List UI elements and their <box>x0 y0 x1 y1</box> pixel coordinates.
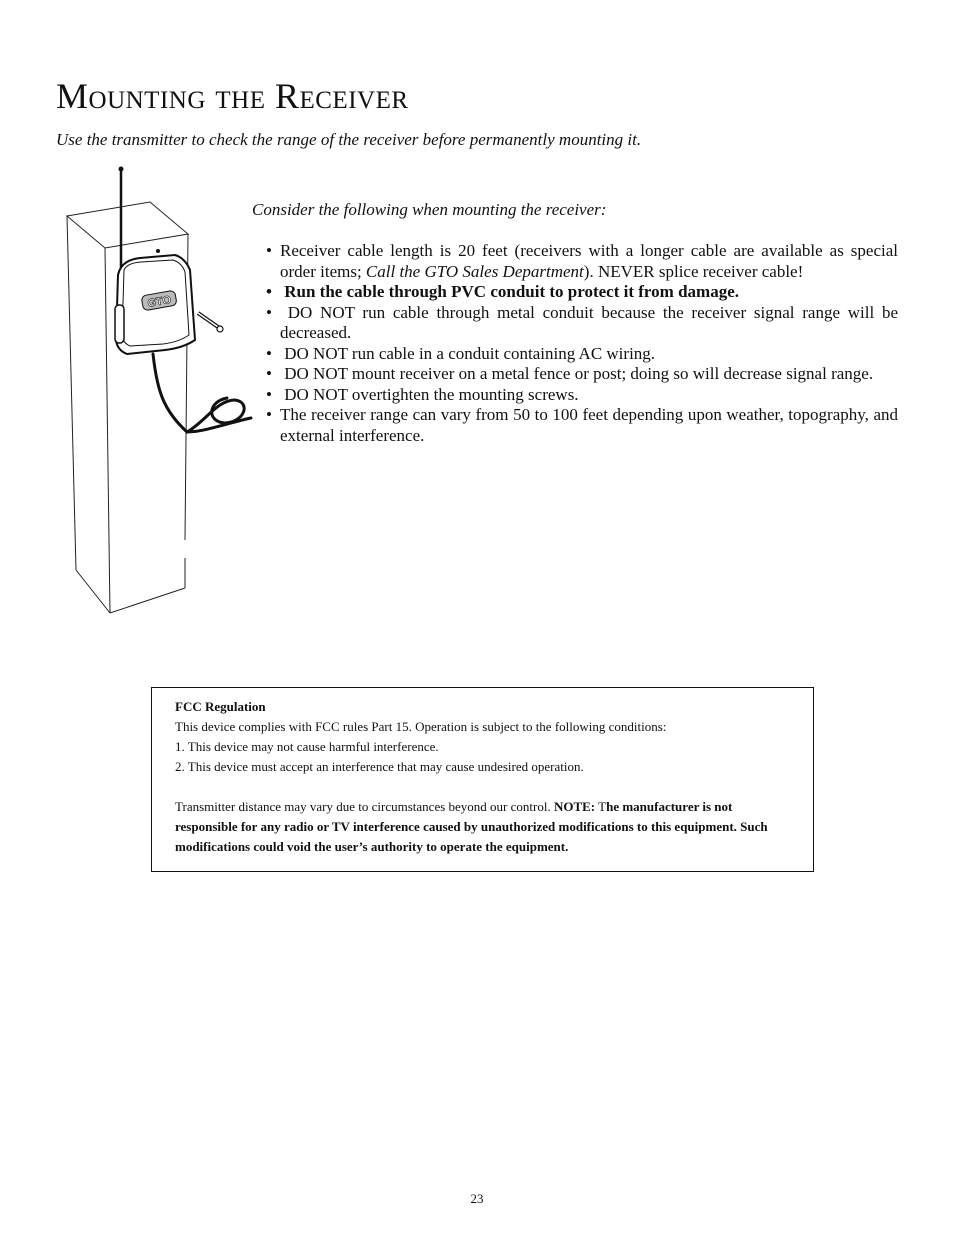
gto-logo: GTO <box>146 294 173 310</box>
fcc-line: This device complies with FCC rules Part 15. Operation is subject to the following conditions: <box>175 719 667 734</box>
page-title: Mounting the Receiver <box>56 76 409 116</box>
list-item: • Run the cable through PVC conduit to protect it from damage. <box>266 282 898 303</box>
fcc-regulation-box <box>151 687 814 872</box>
list-item: • DO NOT overtighten the mounting screws. <box>266 385 898 406</box>
list-item: • DO NOT run cable through metal conduit because the receiver signal range will be decreased. <box>266 303 898 344</box>
list-item: • Receiver cable length is 20 feet (receivers with a longer cable are available as special order items; Call the GTO Sales Department). NEVER splice receiver cable! <box>266 241 898 282</box>
receiver-box-drawing <box>115 249 195 354</box>
receiver-mounting-illustration <box>55 160 255 620</box>
fcc-heading: FCC Regulation <box>175 699 266 714</box>
mounting-considerations-list <box>266 241 898 446</box>
list-item: • DO NOT run cable in a conduit containing AC wiring. <box>266 344 898 365</box>
fcc-line: 1. This device may not cause harmful interference. <box>175 739 439 754</box>
receiver-cable-drawing <box>153 354 244 432</box>
consider-intro: Consider the following when mounting the receiver: <box>252 200 607 219</box>
list-item: • The receiver range can vary from 50 to 100 feet depending upon weather, topography, and external interference. <box>266 405 898 446</box>
fcc-note: Transmitter distance may vary due to circumstances beyond our control. NOTE: The manufacturer is not responsible for any radio or TV interference caused by unauthorized modifications to this equipment. Such modifications could void the user’s authority to operate the equipment. <box>175 799 768 854</box>
page-subtitle: Use the transmitter to check the range of the receiver before permanently mounting it. <box>56 130 642 149</box>
list-item: • DO NOT mount receiver on a metal fence or post; doing so will decrease signal range. <box>266 364 898 385</box>
page-number: 23 <box>470 1191 484 1206</box>
mounting-screw-drawing <box>198 313 223 332</box>
fcc-line: 2. This device must accept an interference that may cause undesired operation. <box>175 759 584 774</box>
